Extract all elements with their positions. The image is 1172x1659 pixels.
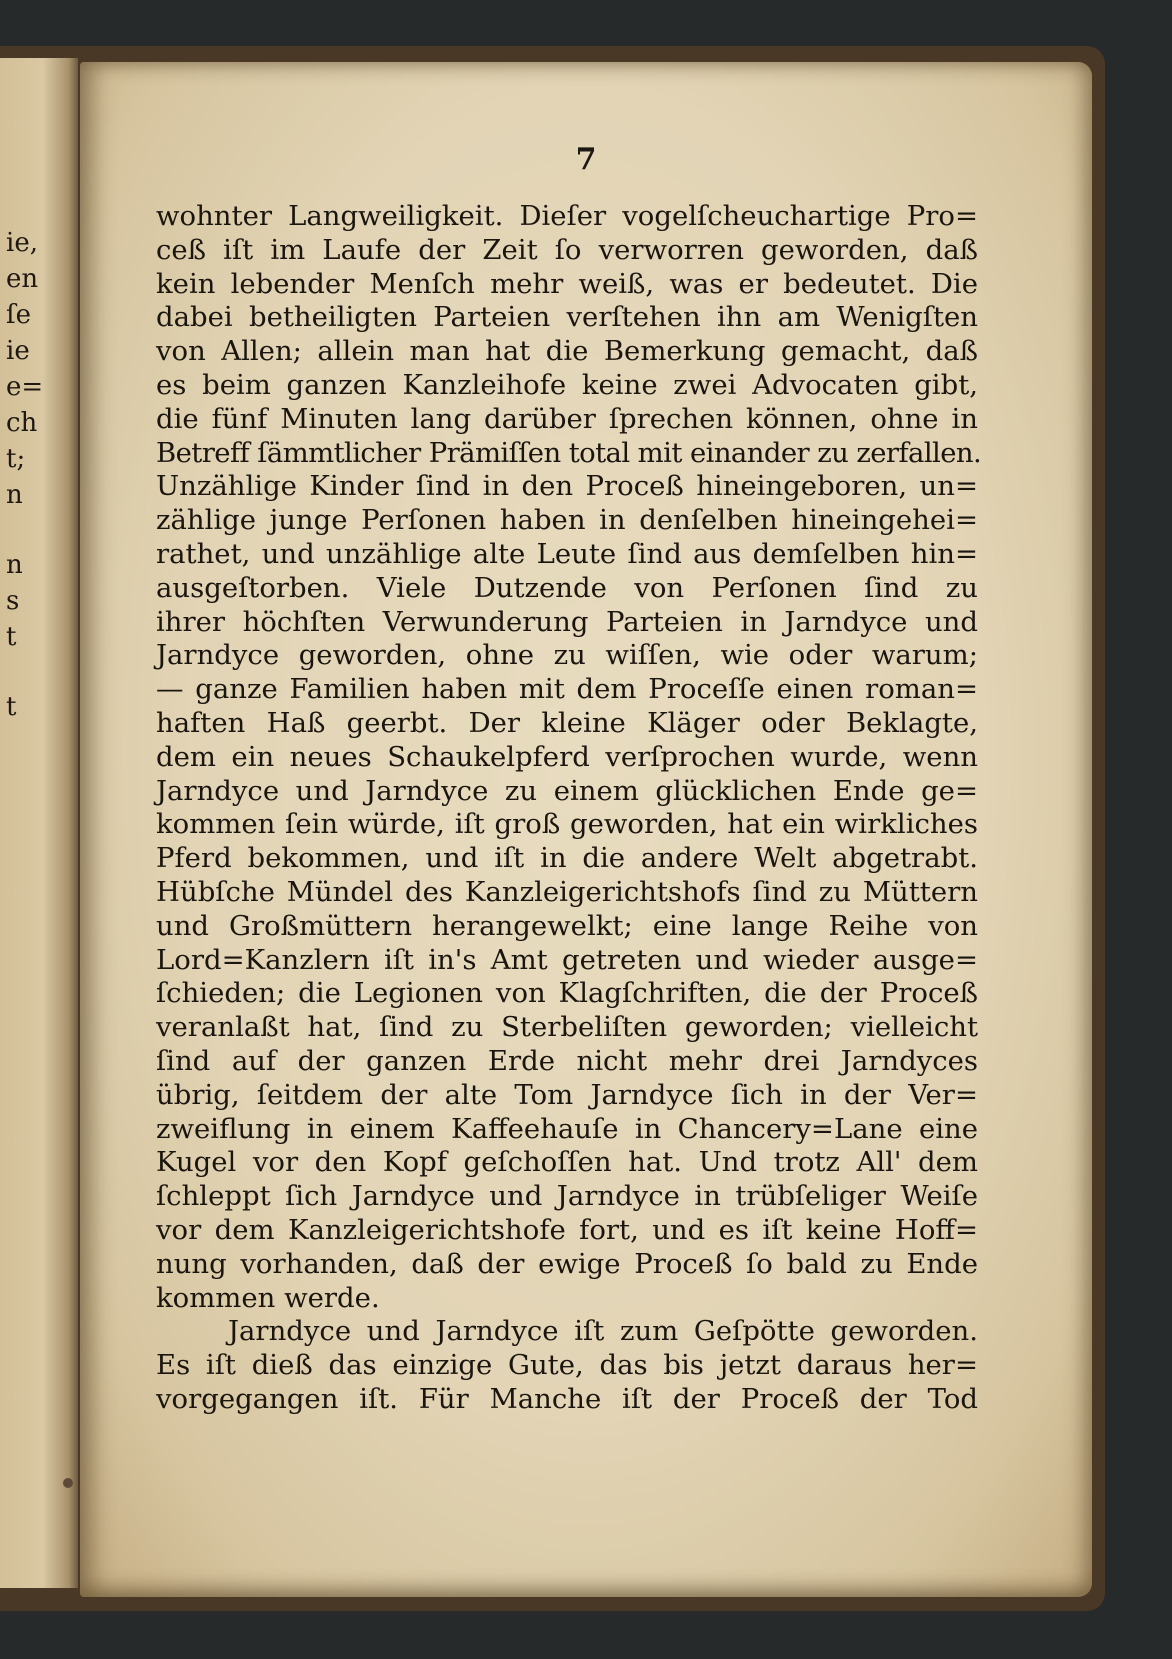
text-line: zählige junge Perſonen haben in denſelben hineingehei=: [156, 504, 978, 537]
text-line: übrig, ſeitdem der alte Tom Jarndyce ſich in der Ver=: [156, 1078, 978, 1111]
text-line: die fünf Minuten lang darüber ſprechen können, ohne in: [156, 402, 978, 435]
text-line: von Allen; allein man hat die Bemerkung gemacht, daß: [156, 335, 978, 368]
text-line: kommen ſein würde, iſt groß geworden, hat ein wirkliches: [156, 808, 978, 841]
text-line: nung vorhanden, daß der ewige Proceß ſo bald zu Ende: [156, 1247, 978, 1280]
text-line: Hübſche Mündel des Kanzleigerichtshofs ſind zu Müttern: [156, 875, 978, 908]
text-line: Es iſt dieß das einzige Gute, das bis jetzt daraus her=: [156, 1349, 978, 1382]
text-line: ſind auf der ganzen Erde nicht mehr drei Jarndyces: [156, 1044, 978, 1077]
text-line: zweiflung in einem Kaffeehauſe in Chancery=Lane eine: [156, 1112, 978, 1145]
paragraph-end-line: kommen werde.: [156, 1281, 380, 1314]
text-line: veranlaßt hat, ſind zu Sterbeliſten geworden; vielleicht: [156, 1011, 978, 1044]
page-number: 7: [575, 142, 597, 177]
previous-page-fragment: ie,: [6, 228, 38, 258]
text-line: Unzählige Kinder ſind in den Proceß hineingeboren, un=: [156, 470, 978, 503]
text-line: ceß iſt im Laufe der Zeit ſo verworren geworden, daß: [156, 233, 978, 266]
previous-page-fragment: t: [6, 622, 17, 652]
previous-page-fragment: n: [6, 550, 23, 580]
text-line: Pferd bekommen, und iſt in die andere Welt abgetrabt.: [156, 842, 978, 875]
text-line: und Großmüttern herangewelkt; eine lange Reihe von: [156, 909, 978, 942]
previous-page-fragment: n: [6, 480, 23, 510]
text-line: wohnter Langweiligkeit. Dieſer vogelſcheuchartige Pro=: [156, 200, 978, 232]
text-line: Lord=Kanzlern iſt in's Amt getreten und wieder ausge=: [156, 943, 978, 976]
previous-page-fragment: s: [6, 586, 20, 616]
previous-page-fragment: ch: [6, 408, 38, 438]
text-line: rathet, und unzählige alte Leute ſind aus demſelben hin=: [156, 537, 978, 570]
binding-mark: [63, 1478, 73, 1488]
text-line: ſchleppt ſich Jarndyce und Jarndyce in trübſeliger Weiſe: [156, 1180, 978, 1213]
text-line: ausgeſtorben. Viele Dutzende von Perſonen ſind zu: [156, 571, 978, 604]
previous-page-fragment: e=: [6, 372, 44, 402]
previous-page-fragment: ſe: [6, 300, 32, 330]
text-line: ſchieden; die Legionen von Klagſchriften, die der Proceß: [156, 977, 978, 1010]
text-line: haften Haß geerbt. Der kleine Kläger oder Beklagte,: [156, 706, 978, 739]
page-text: [156, 200, 982, 1417]
text-line: Betreff ſämmtlicher Prämiſſen total mit einander zu zerfallen.: [156, 436, 982, 469]
text-line: es beim ganzen Kanzleihofe keine zwei Advocaten gibt,: [156, 368, 978, 401]
previous-page-edge: [0, 58, 78, 1588]
text-line: dem ein neues Schaukelpferd verſprochen wurde, wenn: [156, 740, 978, 773]
book-page: [80, 62, 1092, 1597]
text-line: Kugel vor den Kopf geſchoſſen hat. Und trotz All' dem: [156, 1146, 978, 1179]
previous-page-fragment: t;: [6, 444, 26, 474]
text-line: vor dem Kanzleigerichtshofe fort, und es iſt keine Hoff=: [156, 1213, 978, 1246]
text-line: Jarndyce und Jarndyce zu einem glücklichen Ende ge=: [156, 774, 978, 807]
previous-page-fragment: en: [6, 264, 39, 294]
text-line: — ganze Familien haben mit dem Proceſſe einen roman=: [156, 673, 978, 706]
previous-page-fragment: ie: [6, 336, 30, 366]
text-line: Jarndyce geworden, ohne zu wiſſen, wie oder warum;: [156, 639, 978, 672]
text-line: vorgegangen iſt. Für Manche iſt der Proceß der Tod: [156, 1382, 978, 1415]
text-line: kein lebender Menſch mehr weiß, was er bedeutet. Die: [156, 267, 978, 300]
text-line: dabei betheiligten Parteien verſtehen ihn am Wenigſten: [156, 301, 978, 334]
text-line: ihrer höchſten Verwunderung Parteien in Jarndyce und: [156, 605, 978, 638]
previous-page-fragment: t: [6, 692, 17, 722]
paragraph-start-line: Jarndyce und Jarndyce iſt zum Geſpötte geworden.: [228, 1315, 978, 1348]
